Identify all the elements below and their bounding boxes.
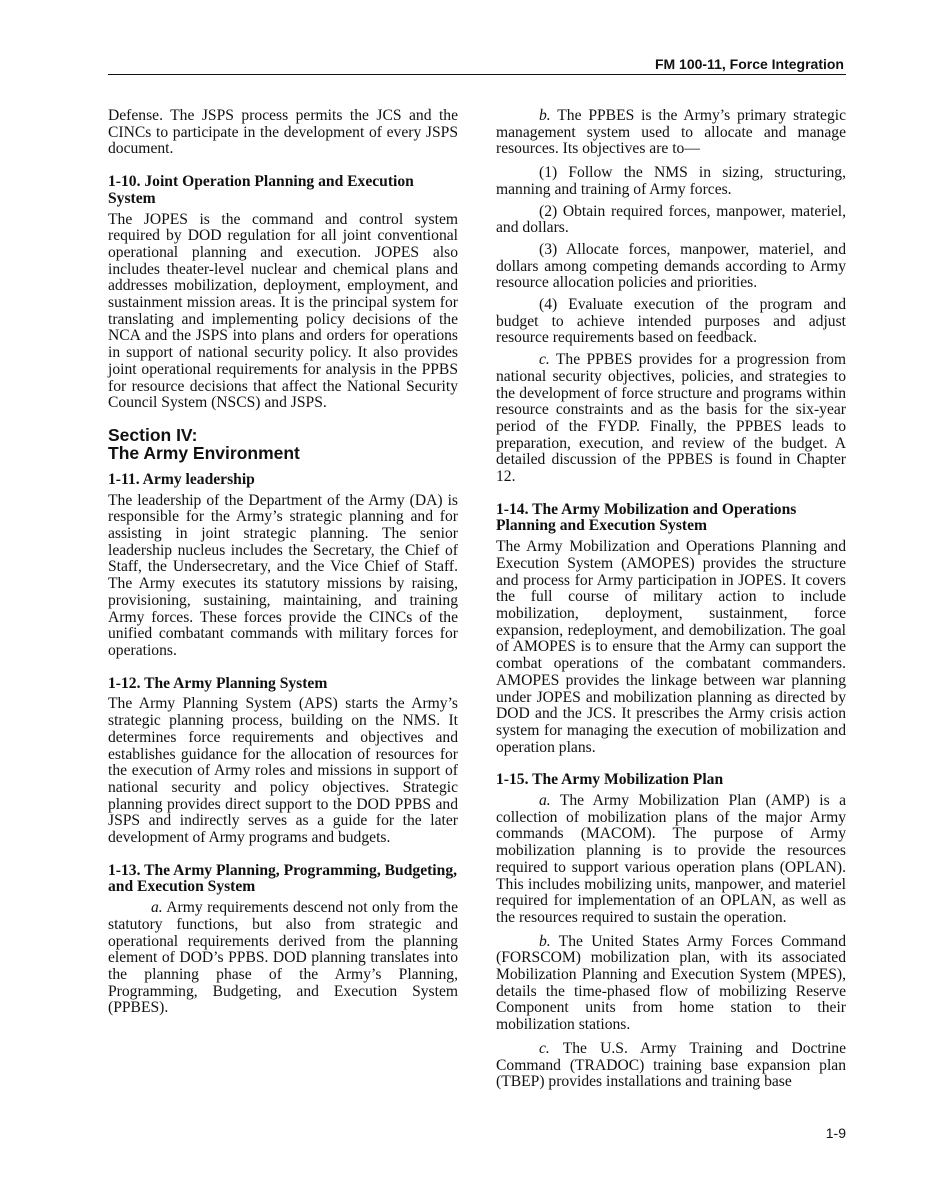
section-heading xyxy=(108,426,458,462)
right-column xyxy=(496,108,846,1098)
item-label: b. xyxy=(539,107,551,124)
item-label: a. xyxy=(539,792,551,810)
item-label: b. xyxy=(539,932,551,950)
objective-4: (4) Evaluate execution of the program and budget to achieve intended purposes and adjust resource requirements based on feedback. xyxy=(496,296,846,347)
item-text: The Army Mobilization Plan (AMP) is a collection of mobilization plans of the major Army commands (MACOM). The purpose of Army mobilization planning is to provide the resources required to support various operation plans (OPLAN). This includes mobilizing units, manpower, and materiel required for implementation of an OPLAN, as well as the resources required to sustain the operation. xyxy=(496,792,846,926)
heading-1-12: 1-12. The Army Planning System xyxy=(108,674,328,692)
item-label: c. xyxy=(539,351,550,369)
paragraph-1-11: The leadership of the Department of the Army (DA) is responsible for the Army’s strategic planning and for assisting in joint strategic planning. The senior leadership nucleus includes the Secretary, the Chief of Staff, the Undersecretary, and the Vice Chief of Staff. The Army executes its statutory missions by raising, provisioning, sustaining, maintaining, and training Army forces. These forces provide the CINCs of the unified combatant commands with military forces for operations. xyxy=(108,491,458,659)
heading-1-15: 1-15. The Army Mobilization Plan xyxy=(496,771,724,789)
paragraph-1-12: The Army Planning System (APS) starts the Army’s strategic planning process, building on the NMS. It determines force requirements and objectives and establishes guidance for the allocation of resources for the execution of Army roles and missions in support of national security and policy objectives. Strategic planning provides direct support to the DOD PPBS and JSPS and indirectly serves as a guide for the later development of Army programs and budgets. xyxy=(108,695,458,847)
item-text: The United States Army Forces Command (FORSCOM) mobilization plan, with its associated Mobilization Planning and Execution System (MPES), details the time-phased flow of mobilizing Reserve Component units from home station to their mobilization stations. xyxy=(496,932,846,1034)
objective-3: (3) Allocate forces, manpower, materiel, and dollars among competing demands according to Army resource allocation policies and priorities. xyxy=(496,240,846,292)
item-text: The PPBES is the Army’s primary strategic management system used to allocate and manage resources. Its objectives are to— xyxy=(496,107,846,158)
paragraph-1-15-b xyxy=(496,934,846,1034)
paragraph-1-13-b xyxy=(496,108,846,158)
objective-1: (1) Follow the NMS in sizing, structuring, manning and training of Army forces. xyxy=(496,164,846,198)
paragraph-1-15-a xyxy=(496,793,846,927)
heading-1-14: 1-14. The Army Mobilization and Operations Planning and Execution System xyxy=(496,500,797,535)
heading-1-13: 1-13. The Army Planning, Programming, Budgeting, and Execution System xyxy=(108,861,458,896)
item-text: The U.S. Army Training and Doctrine Command (TRADOC) training base expansion plan (TBEP) provides installations and training base xyxy=(496,1039,846,1091)
left-column xyxy=(108,108,458,1024)
page-number: 1-9 xyxy=(825,1125,846,1141)
item-label: c. xyxy=(539,1039,550,1057)
objective-2: (2) Obtain required forces, manpower, materiel, and dollars. xyxy=(496,202,846,237)
paragraph-1-14: The Army Mobilization and Operations Planning and Execution System (AMOPES) provides the structure and process for Army participation in JOPES. It covers the full course of military action to include mobilization, deployment, sustainment, force expansion, redeployment, and demobilization. The goal of AMOPES is to ensure that the Army can support the combat operations of the combatant commanders. AMOPES provides the linkage between war planning under JOPES and mobilization planning as directed by DOD and the JCS. It prescribes the Army crisis action system for managing the execution of mobilization and operation plans. xyxy=(496,538,846,756)
section-title: The Army Environment xyxy=(108,442,300,463)
paragraph-1-13-a xyxy=(108,900,458,1017)
heading-1-10: 1-10. Joint Operation Planning and Execution System xyxy=(108,173,414,207)
header-rule xyxy=(108,74,846,75)
item-text: Army requirements descend not only from the statutory functions, but also from strategic and operational requirements derived from the planning element of DOD’s PPBS. DOD planning translates into the planning phase of the Army’s Planning, Programming, Budgeting, and Execution System (PPBES). xyxy=(108,899,458,1017)
paragraph-intro: Defense. The JSPS process permits the JCS and the CINCs to participate in the development of every JSPS document. xyxy=(108,107,458,158)
section-number: Section IV: xyxy=(108,424,198,445)
item-label: a. xyxy=(151,899,163,917)
heading-1-11: 1-11. Army leadership xyxy=(108,470,255,488)
item-text: The PPBES provides for a progression from national security objectives, policies, and strategies to the development of force structure and programs within resource constraints and as the basis for the six-year period of the FYDP. Finally, the PPBES leads to preparation, execution, and review of the budget. A detailed discussion of the PPBES is found in Chapter 12. xyxy=(496,351,846,486)
running-header-title: FM 100-11, Force Integration xyxy=(654,56,844,72)
paragraph-1-13-c xyxy=(496,352,846,486)
paragraph-1-15-c xyxy=(496,1041,846,1091)
paragraph-1-10: The JOPES is the command and control system required by DOD regulation for all joint conventional operational planning and execution. JOPES also includes theater-level nuclear and chemical plans and addresses mobilization, deployment, employment, and sustainment mission areas. It is the principal system for translating and implementing policy decisions of the NCA and the JSPS into plans and orders for operations in support of national security policy. It also provides joint operational requirements for analysis in the PPBS for resource decisions that affect the National Security Council System (NSCS) and JSPS. xyxy=(108,210,458,412)
